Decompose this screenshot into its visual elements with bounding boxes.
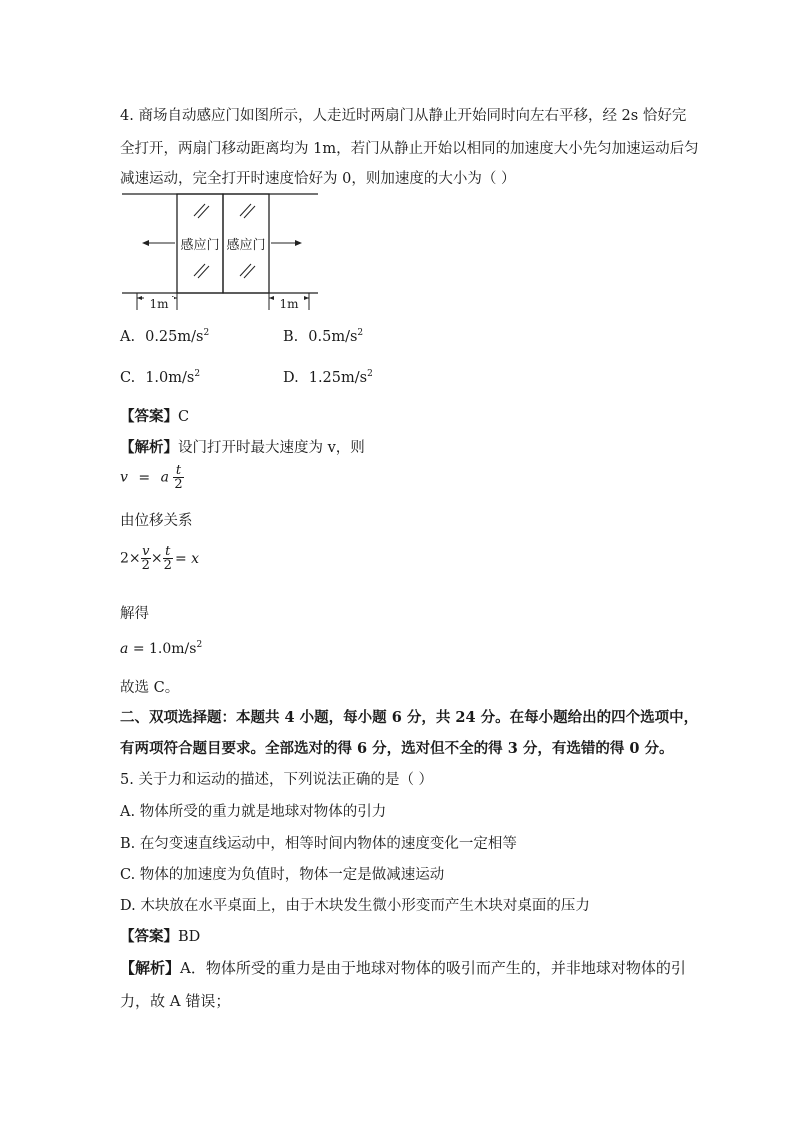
equation-velocity: v = a $\frac{t}{2}$ [120,463,183,492]
q5-answer [120,925,200,946]
dim-left-label: 1m [144,297,174,311]
q4-stem-line2: 全打开，两扇门移动距离均为 1m，若门从静止开始以相同的加速度大小先匀加速运动后匀 [120,141,699,157]
solve-text: 解得 [120,606,149,622]
q5-analysis-line2: 力，故 A 错误； [120,992,231,1010]
section2-line2: 有两项符合题目要求。全部选对的得 6 分，选对但不全的得 3 分，有选错的得 0 分。 [120,740,674,757]
answer-tag: 【答案】 [120,928,178,945]
q4-conclusion: 故选 C。 [120,680,180,696]
q5-option-b: B. 在匀变速直线运动中，相等时间内物体的速度变化一定相等 [120,836,517,852]
q4-stem-line3: 减速运动，完全打开时速度恰好为 0，则加速度的大小为（ ） [120,171,516,187]
dim-right-label: 1m [274,297,304,311]
q5-option-a: A. 物体所受的重力就是地球对物体的引力 [120,804,387,820]
q4-analysis: 【解析】设门打开时最大速度为 v，则 [120,439,365,456]
q4-option-a: A. $0.25m/s^2$ [120,328,210,345]
q4-option-d: D. $1.25m/s^2$ [283,369,373,386]
answer-value: C [178,409,190,425]
q5-option-d: D. 木块放在水平桌面上，由于木块发生微小形变而产生木块对桌面的压力 [120,898,590,914]
displacement-text: 由位移关系 [120,513,193,529]
equation-result: $a = 1.0m/s^2$ [120,640,203,657]
q4-option-b: B. $0.5m/s^2$ [283,328,364,345]
q5-analysis-line1: 【解析】A．物体所受的重力是由于地球对物体的吸引而产生的，并非地球对物体的引 [120,959,686,977]
analysis-tag: 【解析】 [120,439,178,456]
equation-displacement: 2× $\frac{v}{2}$ × $\frac{t}{2}$ = x [120,544,200,573]
q4-option-c: C. $1.0m/s^2$ [120,369,201,386]
answer-tag: 【答案】 [120,408,178,425]
section2-line1: 二、双项选择题：本题共 4 小题，每小题 6 分，共 24 分。在每小题给出的四个选项中， [120,709,699,726]
door-left-label: 感应门 [180,238,220,253]
door-figure [120,188,325,318]
analysis-tag: 【解析】 [120,959,181,977]
q4-stem-line1: 4. 商场自动感应门如图所示，人走近时两扇门从静止开始同时向左右平移，经 2s 恰好完 [120,108,687,124]
q4-answer [120,405,189,426]
door-right-label: 感应门 [226,238,266,253]
q5-stem: 5. 关于力和运动的描述，下列说法正确的是（ ） [120,772,434,788]
q5-option-c: C. 物体的加速度为负值时，物体一定是做减速运动 [120,867,445,883]
answer-value: BD [178,929,201,945]
